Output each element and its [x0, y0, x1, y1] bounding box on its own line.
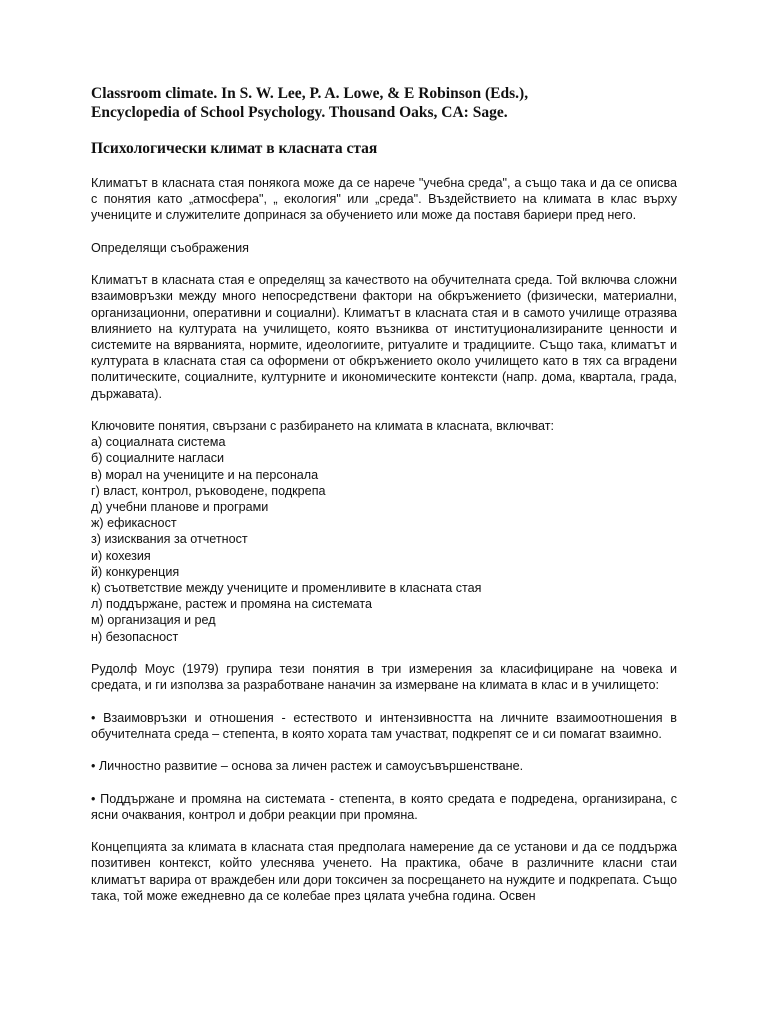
list-item: н) безопасност	[91, 629, 179, 644]
citation-line-2: Encyclopedia of School Psychology. Thousand Oaks, CA: Sage.	[91, 104, 508, 121]
document-title: Психологически климат в класната стая	[91, 140, 378, 157]
citation-line-1: Classroom climate. In S. W. Lee, P. A. Lowe, & E Robinson (Eds.),	[91, 85, 529, 102]
list-item: в) морал на учениците и на персонала	[91, 467, 319, 482]
dimension-system-maintenance: • Поддържане и промяна на системата - степента, в която средата е подредена, организирана, с ясни очаквания, контрол и добри реакции при промяна.	[91, 791, 677, 822]
definition-paragraph: Климатът в класната стая е определящ за качеството на обучителната среда. Той включва сложни взаимовръзки между много непосредствени фактори на обкръжението (физически, материални, организационни, оперативни и социални). Климатът в класната стая и в самото училище отразява влиянието на културата на училището, която възниква от институционализираните ценности и системите на вярванията, нормите, идеологиите, ритуалите и традициите. Също така, климатът и културата в класната стая са оформени от обкръжението около училището като в тях са вградени политическите, социалните, културните и икономическите контексти (напр. дома, квартала, града, държавата).	[91, 273, 677, 401]
moos-paragraph: Рудолф Моус (1979) групира тези понятия в три измерения за класифициране на човека и средата, и ги използва за разработване наначин за измерване на климата в клас и в училището:	[91, 662, 677, 693]
intro-paragraph: Климатът в класната стая понякога може да се нарече "учебна среда", а също така и да се описва с понятия като „атмосфера", „ екология" или „среда". Въздействието на климата в клас върху учениците и служителите допринася за обучението или може да поставя бариери пред него.	[91, 176, 677, 223]
concepts-list	[91, 434, 677, 645]
document-body	[91, 175, 677, 904]
list-item: л) поддържане, растеж и промяна на системата	[91, 597, 373, 612]
dimension-personal-development: • Личностно развитие – основа за личен растеж и самоусъвършенстване.	[91, 759, 524, 774]
citation	[91, 84, 677, 122]
dimension-relationships: • Взаимовръзки и отношения - естеството и интензивността на личните взаимоотношения в обучителната среда – степента, в която хората там участват, подкрепят се и си помагат взаимно.	[91, 710, 677, 741]
list-item: а) социалната система	[91, 435, 226, 450]
list-item: м) организация и ред	[91, 613, 216, 628]
list-item: д) учебни планове и програми	[91, 500, 269, 515]
section-title: Определящи съображения	[91, 240, 249, 255]
list-item: г) власт, контрол, ръководене, подкрепа	[91, 483, 326, 498]
concepts-intro: Ключовите понятия, свързани с разбирането на климата в класната, включват:	[91, 419, 555, 433]
conclusion-paragraph: Концепцията за климата в класната стая предполага намерение да се установи и да се поддържа позитивен контекст, който улеснява ученето. На практика, обаче в различните класни стаи климатът варира от враждебен или дори токсичен за посрещането на нуждите и подкрепата. Също така, той може ежедневно да се колебае през цялата учебна година. Освен	[91, 840, 677, 903]
list-item: и) кохезия	[91, 548, 151, 563]
list-item: з) изисквания за отчетност	[91, 532, 248, 547]
document-page	[91, 84, 677, 904]
list-item: б) социалните нагласи	[91, 451, 225, 466]
list-item: к) съответствие между учениците и променливите в класната стая	[91, 581, 482, 596]
list-item: й) конкуренция	[91, 564, 180, 579]
list-item: ж) ефикасност	[91, 516, 177, 531]
